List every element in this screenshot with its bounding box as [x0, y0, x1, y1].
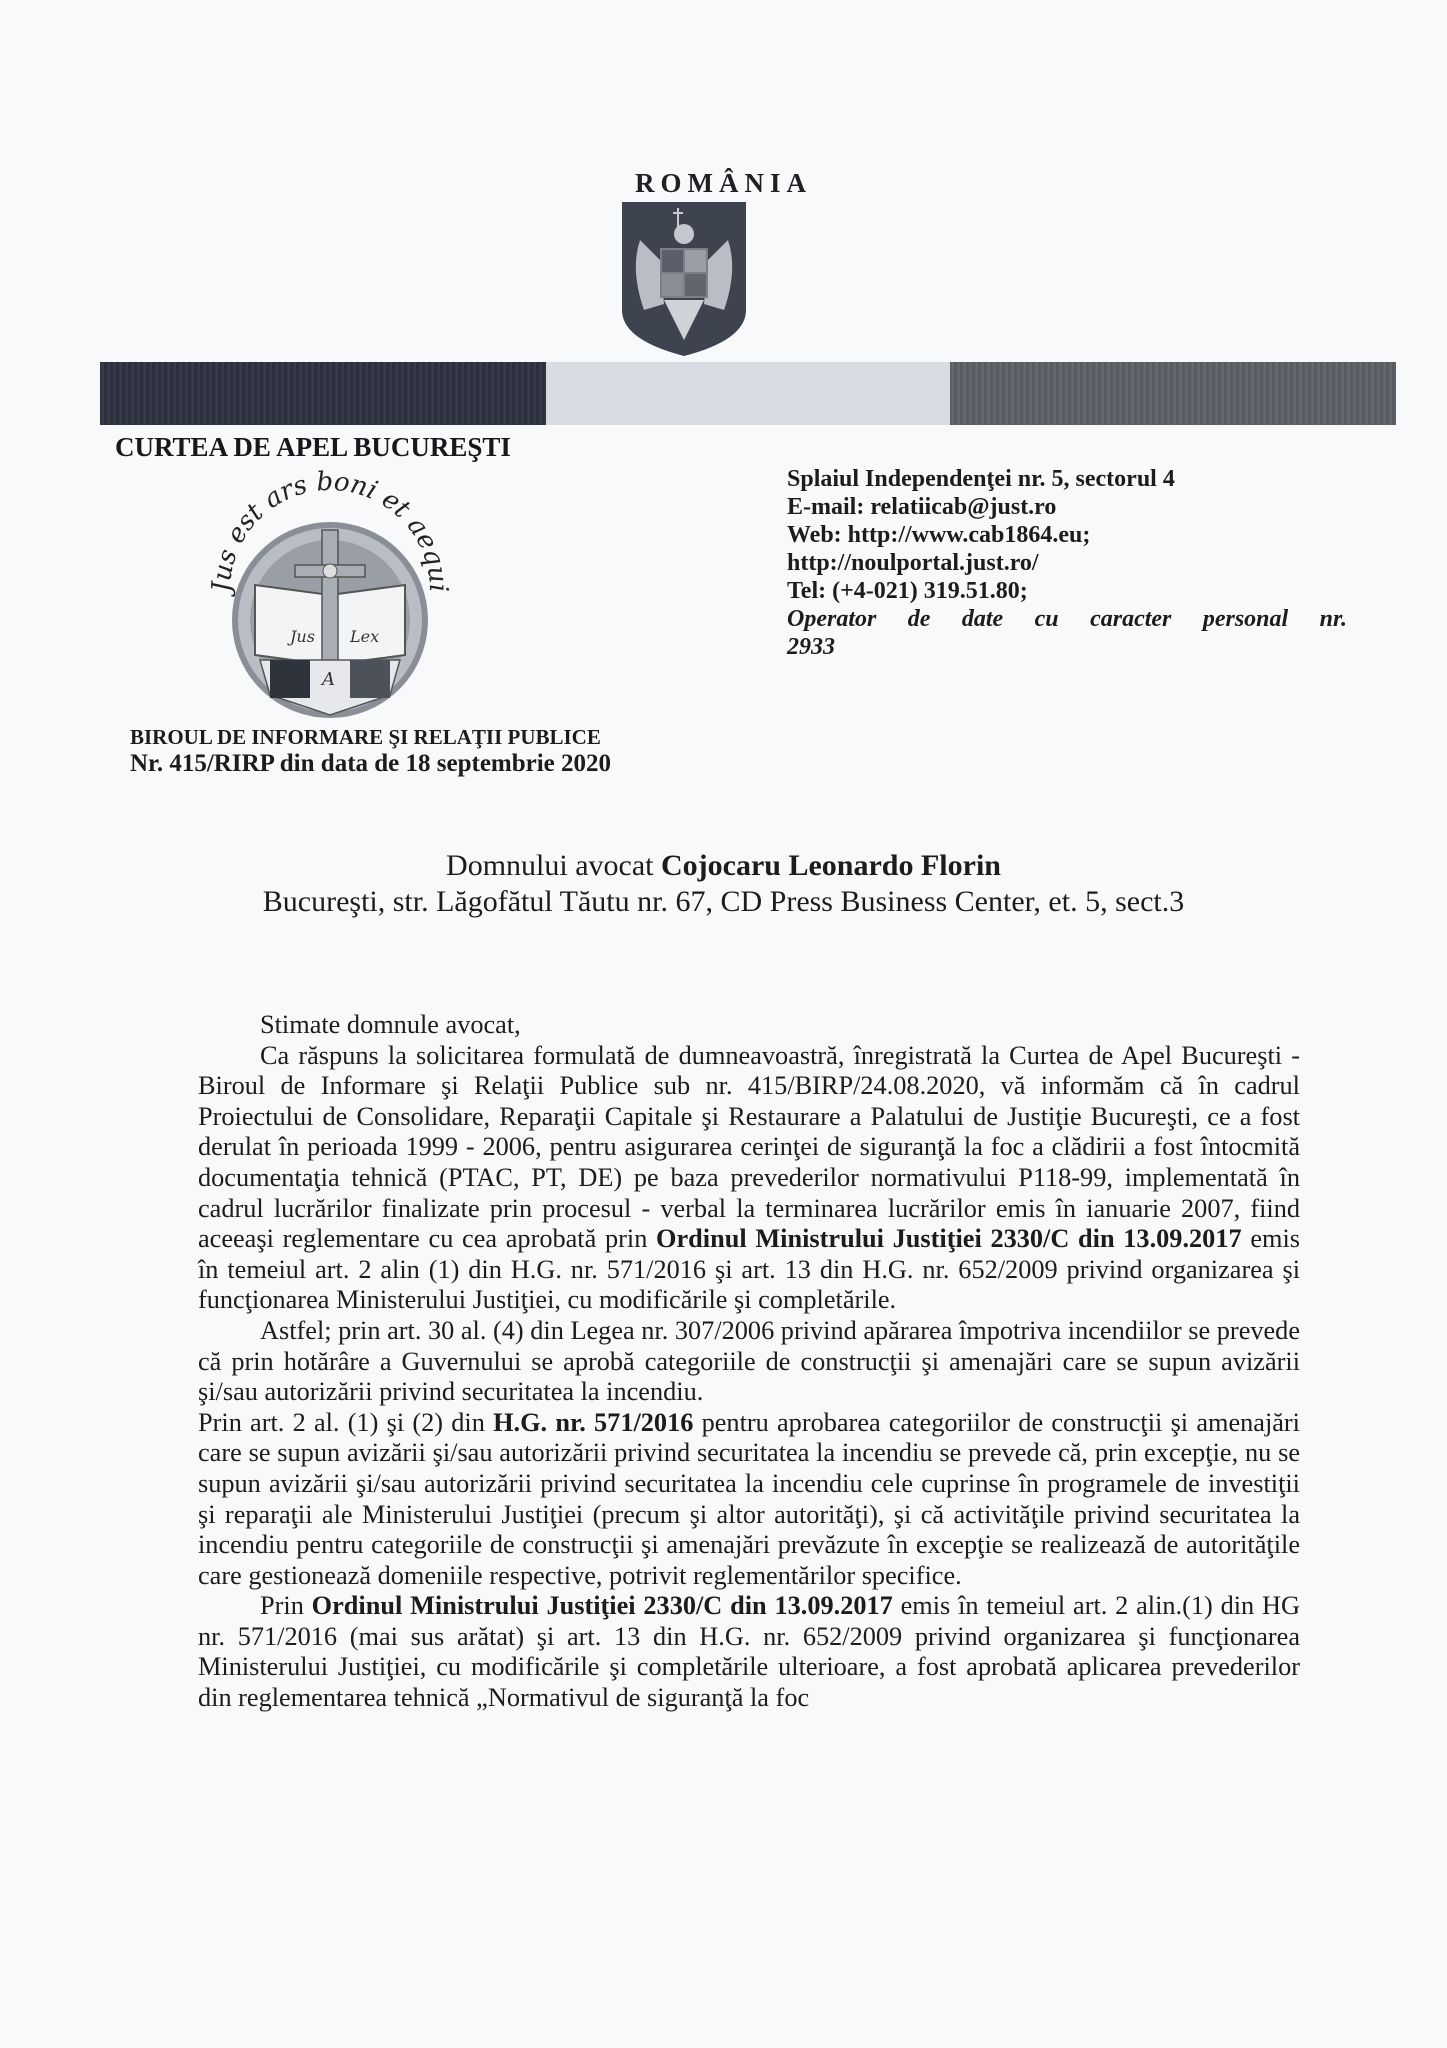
paragraph-1-text-a: Ca răspuns la solicitarea formulată de dumneavoastră, înregistrată la Curtea de Apel Bucureşti - Biroul de Informare şi Relaţii Publice sub nr. 415/BIRP/24.08.2020, vă informăm că în cadrul Proiectului de Consolidare, Reparaţii Capitale şi Restaurare a Palatului de Justiţie Bucureşti, ce a fost derulat în perioada 1999 - 2006, pentru asigurarea cerinţei de siguranţă la foc a clădirii a fost întocmită documentaţia tehnică (PTAC, PT, DE) pe baza prevederilor normativului P118-99, implementată în cadrul lucrărilor finalizate prin procesul - verbal la terminarea lucrărilor emis în ianuarie 2007, fiind aceeaşi reglementare cu cea aprobată prin [198, 1040, 1300, 1254]
seal-right-text: Lex [350, 627, 380, 646]
salutation: Stimate domnule avocat, [260, 1010, 521, 1039]
paragraph-4-bold: Ordinul Ministrului Justiţiei 2330/C din 13.09.2017 [311, 1591, 893, 1621]
letter-body [198, 1010, 1300, 1714]
seal-left-text: Jus [290, 627, 315, 646]
paragraph-4-text-a: Prin [260, 1591, 312, 1621]
paragraph-3-text-a: Prin art. 2 al. (1) şi (2) din [198, 1407, 494, 1437]
tricolor-band-dark [100, 362, 546, 425]
registration-number: Nr. 415/RIRP din data de 18 septembrie 2020 [130, 750, 612, 777]
paragraph-4 [198, 1591, 1300, 1713]
paragraph-1-bold: Ordinul Ministrului Justiţiei 2330/C din 13.09.2017 [656, 1224, 1242, 1254]
paragraph-3-text-b: pentru aprobarea categoriilor de construcţii şi amenajări care se supun avizării şi/sau autorizării privind securitatea la incendiu se prevede că, prin excepţie, nu se supun avizării şi/sau autorizării privind securitatea la incendiu cele cuprinse în programele de investiţii şi reparaţii ale Ministerului Justiţiei (precum şi altor autorităţi), şi că activităţile privind securitatea la incendiu pentru categoriile de construcţii şi amenajări prevăzute în excepţie se realizează de autorităţile care gestionează domeniile respective, potrivit reglementărilor specifice. [198, 1407, 1300, 1590]
paragraph-3 [198, 1408, 1300, 1592]
contact-block [787, 465, 1347, 661]
coat-of-arms-icon [620, 200, 748, 358]
contact-phone: Tel: (+4-021) 319.51.80; [787, 578, 1028, 604]
contact-address: Splaiul Independenţei nr. 5, sectorul 4 [787, 466, 1175, 492]
tricolor-band-light [546, 362, 950, 425]
paragraph-2: Astfel; prin art. 30 al. (4) din Legea nr. 307/2006 privind apărarea împotriva incendiilor se prevede că prin hotărâre a Guvernului se aprobă categoriile de construcţii şi amenajări care se supun avizării şi/sau autorizării privind securitatea la incendiu. [198, 1315, 1300, 1407]
court-name: CURTEA DE APEL BUCUREŞTI [115, 432, 511, 462]
contact-operator-number: 2933 [787, 634, 835, 660]
paragraph-3-bold: H.G. nr. 571/2016 [493, 1407, 694, 1437]
paragraph-1 [198, 1041, 1300, 1316]
contact-operator: Operator de date cu caracter personal nr. [787, 606, 1347, 632]
tricolor-band-medium [950, 362, 1396, 425]
recipient-name: Cojocaru Leonardo Florin [660, 849, 1001, 882]
department-name: BIROUL DE INFORMARE ŞI RELAŢII PUBLICE [130, 725, 601, 749]
contact-portal[interactable]: http://noulportal.just.ro/ [787, 550, 1039, 576]
court-seal-icon [200, 470, 460, 718]
recipient-block [0, 848, 1447, 920]
paragraph-1-text-b: emis în temeiul art. 2 alin (1) din H.G. nr. 571/2016 şi art. 13 din H.G. nr. 652/2009 privind organizarea şi funcţionarea Ministerului Justiţiei, cu modificările şi completările. [198, 1224, 1300, 1315]
recipient-prefix: Domnului avocat [446, 849, 661, 882]
seal-motto: Jus est ars boni et aequi [206, 470, 454, 593]
contact-email[interactable]: E-mail: relatiicab@just.ro [787, 494, 1057, 520]
country-heading: ROMÂNIA [635, 168, 812, 198]
paragraph-4-text-b: emis în temeiul art. 2 alin.(1) din HG nr. 571/2016 (mai sus arătat) şi art. 13 din H.G. nr. 652/2009 privind organizarea şi funcţionarea Ministerului Justiţiei, cu modificările şi completările ulterioare, a fost aprobată aplicarea prevederilor din reglementarea tehnică „Normativul de siguranţă la foc [198, 1591, 1300, 1713]
seal-monogram: A [322, 669, 335, 690]
recipient-address: Bucureşti, str. Lăgofătul Tăutu nr. 67, CD Press Business Center, et. 5, sect.3 [262, 885, 1185, 918]
contact-web[interactable]: Web: http://www.cab1864.eu; [787, 522, 1091, 548]
